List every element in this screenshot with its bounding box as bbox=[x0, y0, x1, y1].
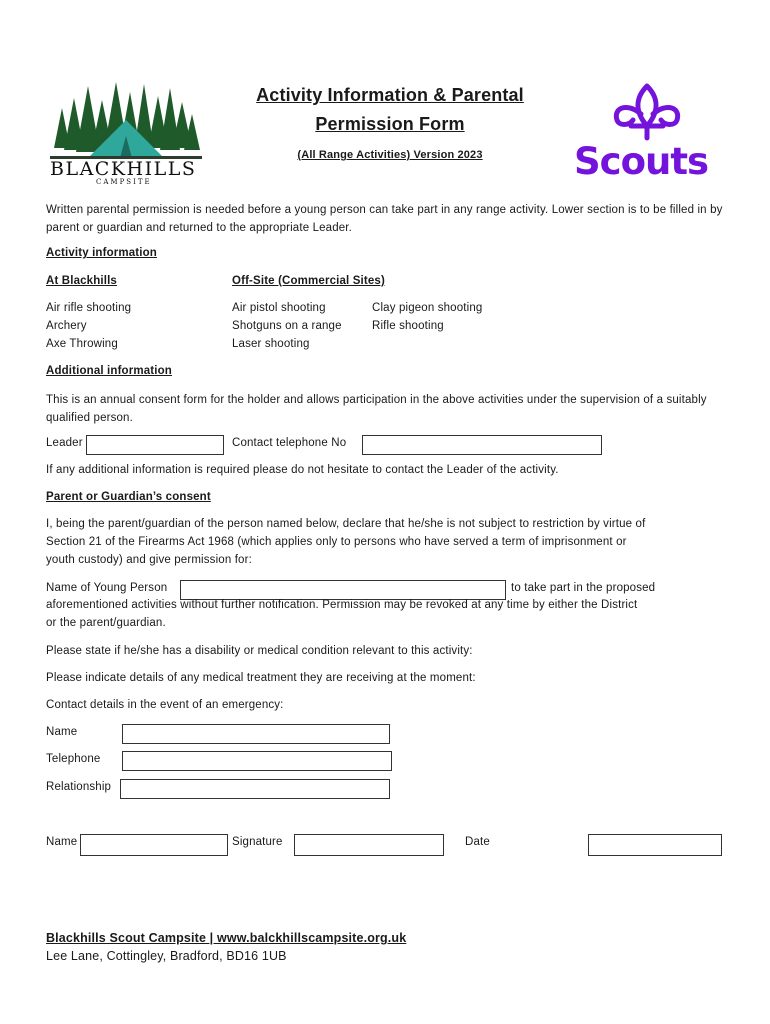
emergency-relationship-field[interactable] bbox=[120, 779, 390, 799]
contact-telephone-field[interactable] bbox=[362, 435, 602, 455]
campsite-wordmark: CAMPSITE bbox=[96, 178, 152, 186]
footer-link[interactable]: Blackhills Scout Campsite | www.balckhillscampsite.org.uk bbox=[46, 931, 407, 945]
young-person-label: Name of Young Person bbox=[46, 582, 168, 594]
emergency-relationship-label: Relationship bbox=[46, 781, 112, 793]
emergency-prompt: Contact details in the event of an emergency: bbox=[46, 699, 284, 711]
at-blackhills-heading: At Blackhills bbox=[46, 275, 117, 287]
emergency-telephone-label: Telephone bbox=[46, 753, 101, 765]
emergency-name-field[interactable] bbox=[122, 724, 390, 744]
scouts-wordmark: Scouts bbox=[574, 140, 709, 183]
date-field[interactable] bbox=[588, 834, 722, 856]
blackhills-logo bbox=[44, 78, 209, 188]
blackhills-wordmark: BLACKHILLS bbox=[50, 158, 197, 180]
signoff-name-field[interactable] bbox=[80, 834, 228, 856]
contact-telephone-label: Contact telephone No bbox=[232, 437, 347, 449]
list-item: Shotguns on a range bbox=[232, 320, 342, 332]
medical-prompt: Please indicate details of any medical treatment they are receiving at the moment: bbox=[46, 672, 476, 684]
emergency-telephone-field[interactable] bbox=[122, 751, 392, 771]
leader-label: Leader bbox=[46, 437, 83, 449]
emergency-name-label: Name bbox=[46, 726, 78, 738]
permission-line: or the parent/guardian. bbox=[46, 617, 166, 629]
declaration-line: I, being the parent/guardian of the person named below, declare that he/she is not subject to restriction by virtue of bbox=[46, 518, 646, 530]
offsite-heading: Off-Site (Commercial Sites) bbox=[232, 275, 385, 287]
signoff-name-label: Name bbox=[46, 836, 78, 848]
form-subtitle: (All Range Activities) Version 2023 bbox=[297, 149, 483, 161]
consent-heading: Parent or Guardian’s consent bbox=[46, 491, 211, 503]
additional-heading: Additional information bbox=[46, 365, 172, 377]
date-label: Date bbox=[465, 836, 490, 848]
signature-label: Signature bbox=[232, 836, 283, 848]
young-person-suffix: to take part in the proposed bbox=[511, 582, 656, 594]
fleur-de-lis-icon bbox=[607, 82, 687, 142]
footer-address: Lee Lane, Cottingley, Bradford, BD16 1UB bbox=[46, 949, 287, 963]
additional-note: If any additional information is required please do not hesitate to contact the Leader of the activity. bbox=[46, 464, 559, 476]
disability-prompt: Please state if he/she has a disability or medical condition relevant to this activity: bbox=[46, 645, 473, 657]
list-item: Air rifle shooting bbox=[46, 302, 132, 314]
trees-tent-icon bbox=[44, 78, 209, 160]
declaration-line: youth custody) and give permission for: bbox=[46, 554, 252, 566]
list-item: Air pistol shooting bbox=[232, 302, 326, 314]
list-item: Rifle shooting bbox=[372, 320, 444, 332]
permission-line: aforementioned activities without further notification. Permission may be revoked at any time by either the District bbox=[46, 599, 638, 611]
young-person-field[interactable] bbox=[180, 580, 506, 600]
list-item: Laser shooting bbox=[232, 338, 310, 350]
signature-field[interactable] bbox=[294, 834, 444, 856]
form-title-line2: Permission Form bbox=[315, 114, 465, 134]
leader-field[interactable] bbox=[86, 435, 224, 455]
additional-text: This is an annual consent form for the holder and allows participation in the above activities under the supervision of a suitably qualified person. bbox=[46, 394, 707, 424]
activity-heading: Activity information bbox=[46, 247, 157, 259]
list-item: Axe Throwing bbox=[46, 338, 118, 350]
list-item: Clay pigeon shooting bbox=[372, 302, 483, 314]
form-title-line1: Activity Information & Parental bbox=[256, 85, 524, 105]
scouts-logo bbox=[574, 82, 724, 186]
declaration-line: Section 21 of the Firearms Act 1968 (which applies only to persons who have served a term of imprisonment or bbox=[46, 536, 627, 548]
intro-text: Written parental permission is needed before a young person can take part in any range activity. Lower section is to be filled in by parent or guardian and returned to the appropriate Leader. bbox=[46, 204, 723, 234]
list-item: Archery bbox=[46, 320, 87, 332]
